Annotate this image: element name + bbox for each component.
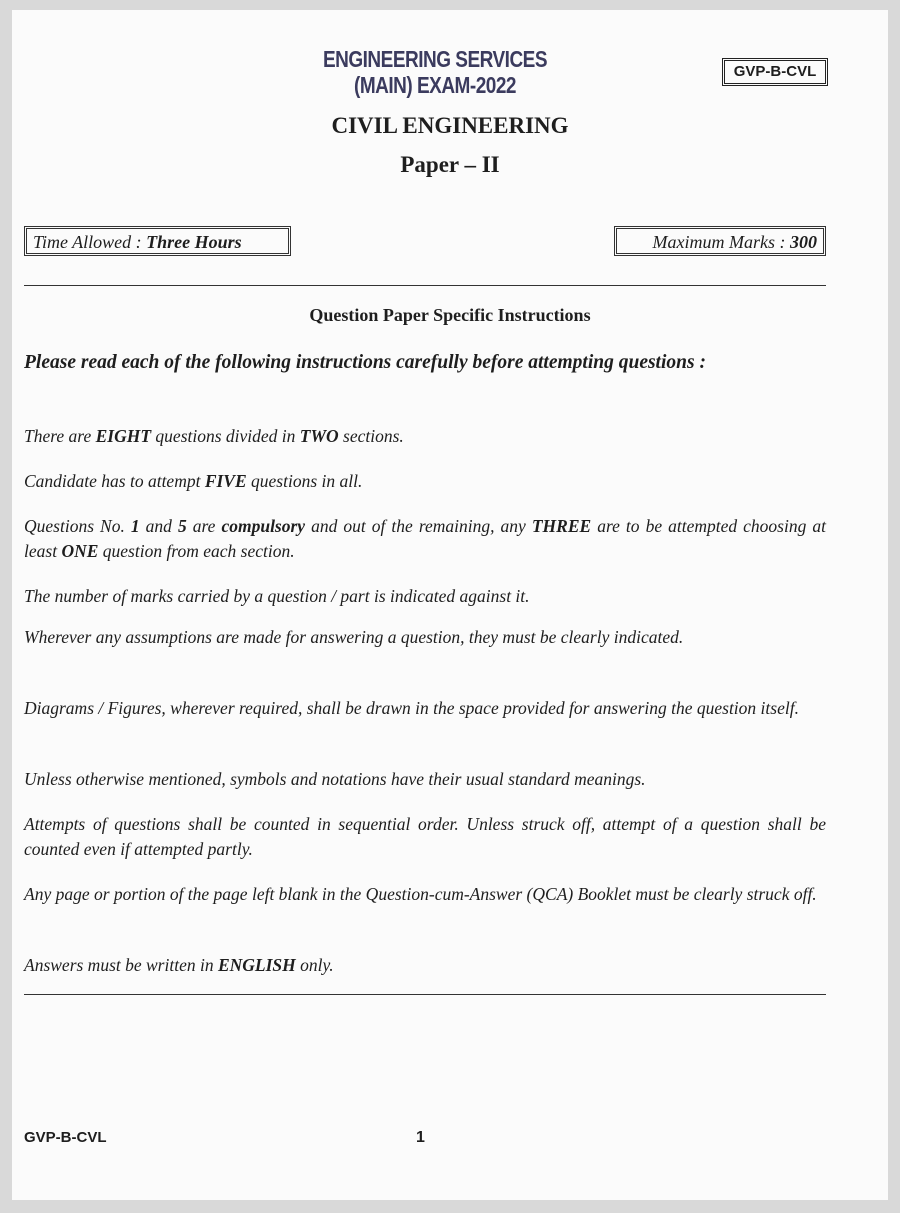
text-run: only. [295,955,334,975]
emphasis: ONE [61,541,99,561]
footer-paper-code: GVP-B-CVL [24,1129,107,1146]
instructions-lead: Please read each of the following instructions carefully before attempting questions : [24,352,706,373]
text-run: Questions No. [24,516,131,536]
maximum-marks-value: 300 [790,232,817,252]
instruction-blank-pages: Any page or portion of the page left blank in the Question-cum-Answer (QCA) Booklet must be clearly struck off. [24,884,817,904]
instruction-marks: The number of marks carried by a question / part is indicated against it. [24,586,530,606]
instruction-diagrams: Diagrams / Figures, wherever required, shall be drawn in the space provided for answering the question itself. [24,698,799,718]
emphasis: compulsory [221,516,306,536]
subject-title: CIVIL ENGINEERING [331,113,569,138]
paper-code-box: GVP-B-CVL [722,58,828,86]
emphasis: TWO [299,426,339,446]
emphasis: 5 [177,516,187,536]
instruction-assumptions: Wherever any assumptions are made for answering a question, they must be clearly indicated. [24,627,684,647]
instruction-sections [24,424,826,449]
paper-number-title: Paper – II [400,152,500,177]
emphasis: 1 [130,516,140,536]
emphasis: ENGLISH [217,955,296,975]
text-run: and out of the remaining, any [305,516,532,536]
instruction-attempt-count [24,469,826,494]
text-run: Candidate has to attempt [24,471,205,491]
instruction-language [24,953,826,978]
emphasis: FIVE [204,471,247,491]
text-run: are [186,516,222,536]
emphasis: THREE [531,516,592,536]
text-run: are to be attempted choosing at least [24,516,827,561]
text-run: questions in all. [246,471,363,491]
maximum-marks-box [614,226,826,256]
text-run: Answers must be written in [24,955,218,975]
exam-name-stamp: ENGINEERING SERVICES (MAIN) EXAM-2022 [322,47,548,100]
instruction-attempt-order: Attempts of questions shall be counted in sequential order. Unless struck off, attempt of a question shall be counted even if attempted partly. [24,814,826,859]
time-allowed-value: Three Hours [146,232,242,252]
text-run: and [139,516,178,536]
maximum-marks-label: Maximum Marks : [652,232,790,252]
text-run: questions divided in [151,426,300,446]
instructions-heading: Question Paper Specific Instructions [309,305,591,325]
time-allowed-box [24,226,291,256]
page-number: 1 [416,1129,425,1146]
text-run: There are [24,426,96,446]
divider-bottom [24,994,826,995]
time-allowed-label: Time Allowed : [33,232,147,252]
divider-top [24,285,826,286]
emphasis: EIGHT [95,426,152,446]
instruction-notations: Unless otherwise mentioned, symbols and notations have their usual standard meanings. [24,769,646,789]
instruction-compulsory [24,514,826,564]
text-run: sections. [338,426,404,446]
text-run: question from each section. [98,541,295,561]
